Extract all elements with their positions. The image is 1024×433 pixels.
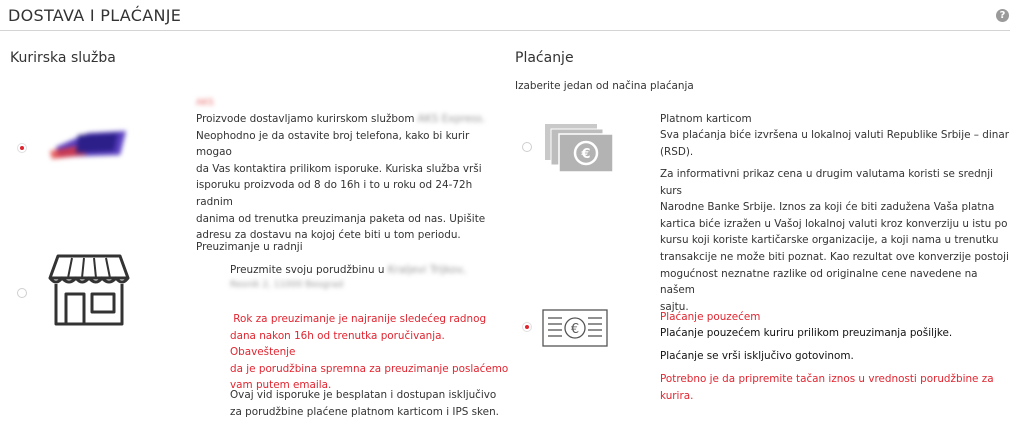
header-divider: [0, 30, 1010, 31]
cod-title: Plaćanje pouzećem: [660, 311, 761, 323]
cod-line-2: Plaćanje se vrši isključivo gotovinom.: [660, 350, 854, 362]
pickup-title: Preuzimanje u radnji: [196, 241, 303, 253]
card-desc-line: (RSD).: [660, 145, 694, 158]
banknotes-euro-icon: [543, 122, 615, 174]
courier-name: AKS: [196, 98, 214, 108]
payment-card-radio[interactable]: [522, 142, 532, 152]
card-info-line: kartica biće izražen u Vašoj lokalnoj valuti kroz konverziju u istu po: [660, 217, 1008, 230]
pickup-warning-line: da je porudžbina spremna za preuzimanje poslaćemo: [230, 362, 509, 375]
card-title: Platnom karticom: [660, 113, 752, 125]
cod-warning-line: kurira.: [660, 389, 694, 402]
shipping-section-title: Kurirska služba: [10, 50, 116, 66]
card-info-line: kursu koji koriste kartičarske organizacije, a koji nama u trenutku: [660, 234, 999, 247]
store-icon: [48, 252, 130, 328]
payment-cod-radio[interactable]: [522, 322, 532, 332]
courier-name-blurred: AKS Express.: [417, 113, 486, 125]
card-description: [660, 127, 1010, 160]
courier-line: Neophodno je da ostavite broj telefona, kako bi kurir mogao: [196, 129, 470, 159]
shipping-pickup-radio[interactable]: [17, 288, 27, 298]
card-info-line: mogućnost neznatne razlike od originalne cene navedene na našem: [660, 267, 978, 297]
cash-euro-icon: [542, 308, 608, 348]
card-info-line: transakcije ne može biti poznat. Kao rezultat ove konverzije postoji: [660, 250, 1009, 263]
card-info: [660, 166, 1010, 315]
card-info-line: Za informativni prikaz cena u drugim valutama koristi se srednji kurs: [660, 168, 994, 197]
card-desc-line: Sva plaćanja biće izvršena u lokalnoj valuti Republike Srbije – dinar: [660, 129, 1009, 141]
payment-subtitle: Izaberite jedan od načina plaćanja: [515, 80, 694, 92]
pickup-store-blurred: Kraljevi Trijkov,: [387, 264, 467, 276]
pickup-note: [230, 387, 510, 420]
courier-line: isporuku proizvoda od 8 do 16h i to u roku od 24-72h radnim: [196, 179, 473, 208]
pickup-intro-text: Preuzmite svoju porudžbinu u: [230, 264, 385, 276]
pickup-warning-line: Rok za preuzimanje je najranije sledećeg radnog: [230, 313, 487, 325]
pickup-warning-line: vam putem emaila.: [230, 379, 332, 392]
svg-text:€: €: [581, 147, 591, 162]
courier-line: adresu za dostavu na kojoj ćete biti u tom periodu.: [196, 229, 461, 242]
cod-warning: [660, 371, 1010, 404]
courier-line: da Vas kontaktira prilikom isporuke. Kuriska služba vrši: [196, 162, 482, 175]
cod-warning-line: Potrebno je da pripremite tačan iznos u vrednosti porudžbine za: [660, 373, 994, 385]
pickup-note-line: Ovaj vid isporuke je besplatan i dostupan isključivo: [230, 389, 497, 401]
courier-line: danima od trenutka preuzimanja paketa od nas. Upišite: [196, 212, 486, 225]
payment-section-title: Plaćanje: [515, 50, 574, 66]
card-info-line: Narodne Banke Srbije. Iznos za koji će biti zadužena Vaša platna: [660, 201, 995, 214]
shipping-courier-radio[interactable]: [17, 143, 27, 153]
svg-text:€: €: [570, 322, 580, 337]
pickup-warning: [230, 311, 510, 394]
card-info-line: sajtu.: [660, 300, 689, 313]
pickup-intro: [230, 262, 500, 291]
pickup-warning-line: dana nakon 16h od trenutka poručivanja. Obaveštenje: [230, 329, 445, 359]
courier-logo: [48, 125, 128, 163]
pickup-address-blurred: Resnik 2, 11000 Beograd: [230, 279, 344, 290]
courier-description: [196, 111, 486, 244]
question-icon[interactable]: ?: [996, 9, 1009, 22]
cod-line-1: Plaćanje pouzećem kuriru prilikom preuzimanja pošiljke.: [660, 327, 953, 339]
pickup-note-line: za porudžbine plaćene platnom karticom i IPS sken.: [230, 405, 499, 418]
page-title: DOSTAVA I PLAĆANJE: [8, 6, 182, 25]
courier-line-1: Proizvode dostavljamo kurirskom službom: [196, 113, 415, 125]
